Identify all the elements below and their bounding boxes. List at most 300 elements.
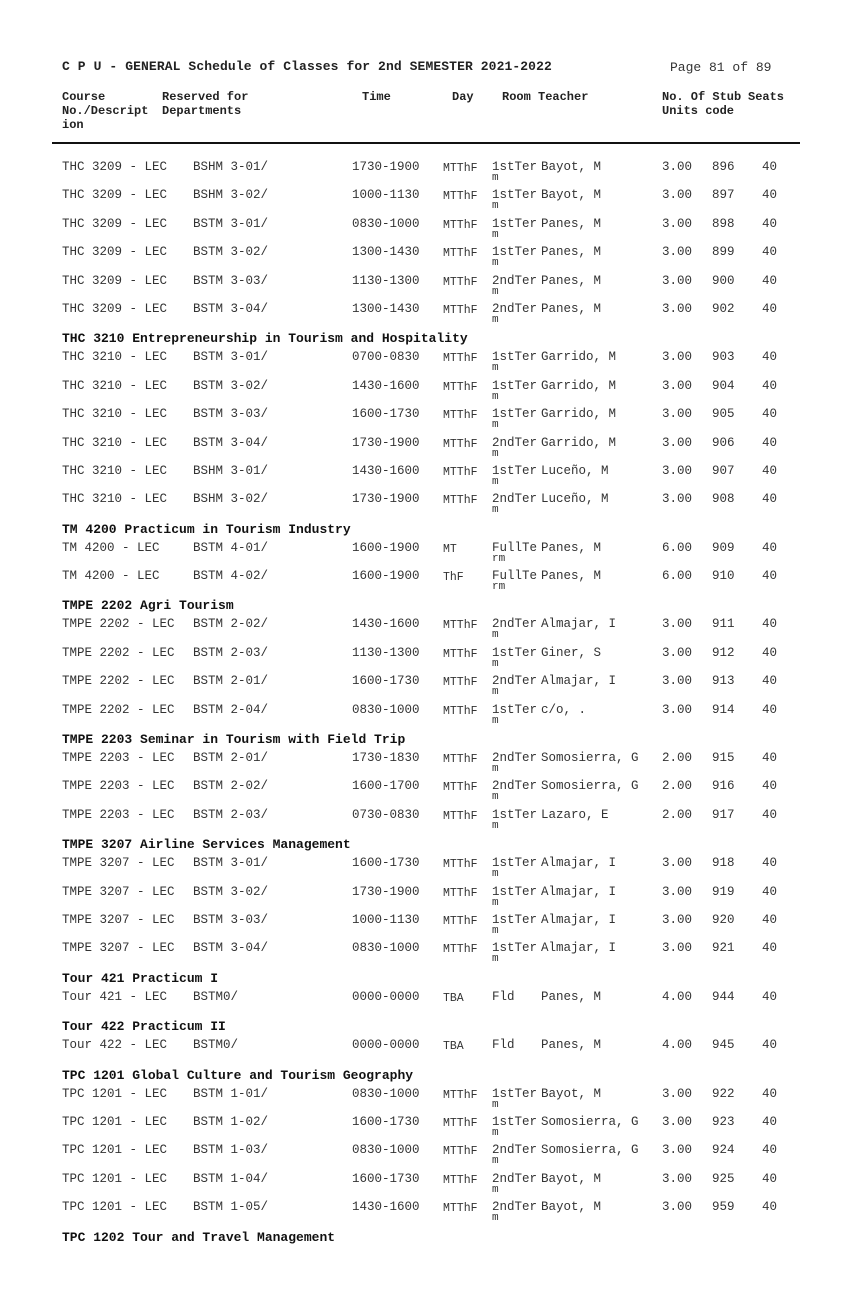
teacher-cell: Panes, M [541,569,602,584]
table-row [0,215,850,243]
teacher-cell: Almajar, I [541,912,617,927]
column-header-seats: Seats [748,90,785,104]
table-row [0,911,850,939]
table-row [0,1198,850,1226]
course-cell: TMPE 2203 - LEC [62,779,175,794]
course-cell: TPC 1201 - LEC [62,1171,168,1186]
units-cell: 4.00 [662,989,693,1004]
units-cell: 3.00 [662,912,693,927]
seats-cell: 40 [762,702,778,717]
teacher-cell: Giner, S [541,645,602,660]
day-cell: MTThF [443,1088,478,1102]
room-suffix-cell: m [492,686,499,699]
document-title: C P U - GENERAL Schedule of Classes for 2nd SEMESTER 2021-2022 [62,59,552,74]
table-row [0,1113,850,1141]
teacher-cell: Garrido, M [541,435,617,450]
seats-cell: 40 [762,378,778,393]
stub-code-cell: 924 [712,1143,735,1158]
day-cell: MTThF [443,494,478,508]
room-cell: 1stTer [492,350,538,365]
reserved-cell: BSTM 2-03/ [193,807,269,822]
room-suffix-cell: m [492,657,499,670]
reserved-cell: BSTM 2-03/ [193,645,269,660]
room-suffix-cell: m [492,285,499,298]
day-cell: TBA [443,991,464,1005]
reserved-cell: BSTM 3-03/ [193,273,269,288]
seats-cell: 40 [762,674,778,689]
course-cell: THC 3210 - LEC [62,350,168,365]
room-cell: 2ndTer [492,779,538,794]
seats-cell: 40 [762,779,778,794]
course-cell: TPC 1201 - LEC [62,1143,168,1158]
course-section-title: TMPE 3207 Airline Services Management [62,837,351,853]
reserved-cell: BSTM 3-02/ [193,245,269,260]
teacher-cell: Somosierra, G [541,1143,639,1158]
time-cell: 1130-1300 [352,273,420,288]
course-section-title: TPC 1201 Global Culture and Tourism Geography [62,1067,414,1083]
teacher-cell: Almajar, I [541,674,617,689]
room-cell: 2ndTer [492,492,538,507]
stub-code-cell: 917 [712,807,735,822]
room-suffix-cell: m [492,868,499,881]
stub-code-cell: 900 [712,273,735,288]
table-row [0,567,850,595]
stub-code-cell: 919 [712,884,735,899]
room-cell: 1stTer [492,884,538,899]
teacher-cell: Somosierra, G [541,751,639,766]
seats-cell: 40 [762,1143,778,1158]
room-cell: 1stTer [492,378,538,393]
time-cell: 1730-1900 [352,492,420,507]
course-cell: TMPE 2202 - LEC [62,674,175,689]
course-cell: THC 3209 - LEC [62,188,168,203]
day-cell: MTThF [443,162,478,175]
table-row [0,243,850,271]
seats-cell: 40 [762,1171,778,1186]
teacher-cell: Panes, M [541,245,602,260]
time-cell: 1130-1300 [352,645,420,660]
stub-code-cell: 899 [712,245,735,260]
reserved-cell: BSTM0/ [193,1038,239,1053]
room-cell: 1stTer [492,856,538,871]
room-cell: 1stTer [492,1114,538,1129]
reserved-cell: BSHM 3-02/ [193,188,269,203]
room-cell: FullTe [492,540,538,555]
seats-cell: 40 [762,617,778,632]
room-suffix-cell: m [492,257,499,270]
units-cell: 3.00 [662,884,693,899]
teacher-cell: Garrido, M [541,350,617,365]
time-cell: 0830-1000 [352,941,420,956]
teacher-cell: Luceño, M [541,492,609,507]
teacher-cell: Almajar, I [541,856,617,871]
seats-cell: 40 [762,216,778,231]
column-header-reserved: Reserved for Departments [162,90,249,118]
units-cell: 3.00 [662,378,693,393]
room-cell: 1stTer [492,188,538,203]
day-cell: MTThF [443,1173,478,1187]
room-cell: 2ndTer [492,751,538,766]
day-cell: MTThF [443,275,478,289]
seats-cell: 40 [762,435,778,450]
time-cell: 1600-1900 [352,569,420,584]
units-cell: 4.00 [662,1038,693,1053]
course-cell: TMPE 2203 - LEC [62,751,175,766]
time-cell: 0830-1000 [352,1143,420,1158]
units-cell: 3.00 [662,188,693,203]
room-cell: 2ndTer [492,1171,538,1186]
day-cell: MTThF [443,247,478,261]
table-row [0,988,850,1016]
day-cell: MTThF [443,676,478,690]
teacher-cell: Garrido, M [541,378,617,393]
units-cell: 2.00 [662,807,693,822]
day-cell: MTThF [443,437,478,451]
table-row [0,1036,850,1064]
time-cell: 1000-1130 [352,188,420,203]
reserved-cell: BSTM 2-02/ [193,779,269,794]
time-cell: 0000-0000 [352,1038,420,1053]
time-cell: 1430-1600 [352,617,420,632]
stub-code-cell: 921 [712,941,735,956]
day-cell: MTThF [443,380,478,394]
teacher-cell: Bayot, M [541,188,602,203]
table-row [0,462,850,490]
time-cell: 1600-1700 [352,779,420,794]
room-cell: 1stTer [492,645,538,660]
course-cell: THC 3210 - LEC [62,407,168,422]
units-cell: 2.00 [662,751,693,766]
teacher-cell: Panes, M [541,273,602,288]
seats-cell: 40 [762,569,778,584]
room-suffix-cell: m [492,791,499,804]
reserved-cell: BSTM 3-04/ [193,435,269,450]
course-cell: THC 3210 - LEC [62,492,168,507]
course-cell: TMPE 3207 - LEC [62,884,175,899]
column-header-day: Day [452,90,474,104]
stub-code-cell: 903 [712,350,735,365]
room-suffix-cell: m [492,629,499,642]
units-cell: 3.00 [662,492,693,507]
time-cell: 1600-1900 [352,540,420,555]
room-cell: 2ndTer [492,1143,538,1158]
course-cell: TMPE 3207 - LEC [62,856,175,871]
table-row [0,854,850,882]
day-cell: MTThF [443,619,478,633]
room-suffix-cell: m [492,362,499,375]
room-cell: 1stTer [492,463,538,478]
header-divider [52,142,800,144]
stub-code-cell: 923 [712,1114,735,1129]
stub-code-cell: 906 [712,435,735,450]
room-cell: FullTe [492,569,538,584]
course-cell: TMPE 2203 - LEC [62,807,175,822]
course-cell: THC 3209 - LEC [62,216,168,231]
course-cell: TMPE 2202 - LEC [62,645,175,660]
table-row [0,186,850,214]
day-cell: MTThF [443,781,478,795]
reserved-cell: BSTM 3-01/ [193,216,269,231]
seats-cell: 40 [762,540,778,555]
time-cell: 1000-1130 [352,912,420,927]
seats-cell: 40 [762,856,778,871]
column-header-units-stub: No. Of Stub Units code [662,90,742,118]
reserved-cell: BSTM 3-02/ [193,884,269,899]
course-cell: THC 3209 - LEC [62,160,168,174]
teacher-cell: Bayot, M [541,1200,602,1215]
time-cell: 1430-1600 [352,378,420,393]
reserved-cell: BSTM 1-02/ [193,1114,269,1129]
time-cell: 1600-1730 [352,674,420,689]
reserved-cell: BSTM 3-04/ [193,301,269,316]
reserved-cell: BSHM 3-02/ [193,492,269,507]
units-cell: 3.00 [662,645,693,660]
seats-cell: 40 [762,912,778,927]
units-cell: 3.00 [662,160,693,174]
course-cell: TMPE 2202 - LEC [62,702,175,717]
day-cell: MTThF [443,465,478,479]
stub-code-cell: 914 [712,702,735,717]
day-cell: MTThF [443,190,478,204]
seats-cell: 40 [762,160,778,174]
course-section-title: TMPE 2202 Agri Tourism [62,598,234,614]
room-suffix-cell: m [492,763,499,776]
reserved-cell: BSTM 2-02/ [193,617,269,632]
room-suffix-cell: m [492,1098,499,1111]
stub-code-cell: 918 [712,856,735,871]
room-cell: 1stTer [492,702,538,717]
day-cell: MTThF [443,753,478,767]
teacher-cell: Lazaro, E [541,807,609,822]
room-suffix-cell: m [492,953,499,966]
room-cell: 1stTer [492,245,538,260]
room-suffix-cell: m [492,819,499,832]
teacher-cell: Bayot, M [541,160,602,174]
seats-cell: 40 [762,1200,778,1215]
table-row [0,348,850,376]
day-cell: MTThF [443,914,478,928]
reserved-cell: BSTM 4-01/ [193,540,269,555]
teacher-cell: c/o, . [541,702,587,717]
course-cell: TPC 1201 - LEC [62,1200,168,1215]
room-suffix-cell: m [492,1183,499,1196]
page-number: Page 81 of 89 [670,60,772,75]
table-row [0,434,850,462]
time-cell: 1300-1430 [352,301,420,316]
seats-cell: 40 [762,884,778,899]
course-section-title: TPC 1202 Tour and Travel Management [62,1229,336,1245]
time-cell: 0730-0830 [352,807,420,822]
units-cell: 3.00 [662,407,693,422]
table-row [0,644,850,672]
teacher-cell: Somosierra, G [541,779,639,794]
table-row [0,806,850,834]
time-cell: 1600-1730 [352,407,420,422]
course-cell: THC 3209 - LEC [62,273,168,288]
course-cell: TM 4200 - LEC [62,569,160,584]
seats-cell: 40 [762,273,778,288]
room-cell: 1stTer [492,912,538,927]
table-row [0,300,850,328]
time-cell: 1430-1600 [352,1200,420,1215]
units-cell: 3.00 [662,1143,693,1158]
units-cell: 3.00 [662,674,693,689]
day-cell: MTThF [443,704,478,718]
stub-code-cell: 912 [712,645,735,660]
teacher-cell: Panes, M [541,1038,602,1053]
day-cell: MTThF [443,409,478,423]
units-cell: 6.00 [662,540,693,555]
room-cell: 1stTer [492,407,538,422]
units-cell: 3.00 [662,702,693,717]
table-row [0,701,850,729]
column-header-course: Course No./Descript ion [62,90,149,132]
room-cell: 2ndTer [492,435,538,450]
course-section-title: THC 3210 Entrepreneurship in Tourism and Hospitality [62,331,468,347]
reserved-cell: BSTM 1-03/ [193,1143,269,1158]
teacher-cell: Bayot, M [541,1086,602,1101]
table-row [0,749,850,777]
course-cell: TPC 1201 - LEC [62,1086,168,1101]
teacher-cell: Somosierra, G [541,1114,639,1129]
course-cell: Tour 422 - LEC [62,1038,168,1053]
room-suffix-cell: m [492,447,499,460]
reserved-cell: BSTM 3-01/ [193,856,269,871]
day-cell: MTThF [443,809,478,823]
stub-code-cell: 904 [712,378,735,393]
day-cell: TBA [443,1040,464,1054]
units-cell: 3.00 [662,941,693,956]
column-header-room-teacher: Room Teacher [502,90,589,104]
course-cell: Tour 421 - LEC [62,989,168,1004]
day-cell: ThF [443,571,464,585]
seats-cell: 40 [762,350,778,365]
stub-code-cell: 945 [712,1038,735,1053]
time-cell: 1600-1730 [352,1114,420,1129]
course-cell: THC 3209 - LEC [62,245,168,260]
time-cell: 1430-1600 [352,463,420,478]
time-cell: 1730-1900 [352,884,420,899]
time-cell: 0830-1000 [352,702,420,717]
time-cell: 1730-1900 [352,160,420,174]
seats-cell: 40 [762,1114,778,1129]
day-cell: MTThF [443,352,478,366]
seats-cell: 40 [762,188,778,203]
room-suffix-cell: rm [492,552,506,565]
seats-cell: 40 [762,989,778,1004]
stub-code-cell: 902 [712,301,735,316]
day-cell: MTThF [443,858,478,872]
room-suffix-cell: m [492,390,499,403]
units-cell: 3.00 [662,856,693,871]
table-row [0,158,850,186]
course-cell: THC 3210 - LEC [62,378,168,393]
seats-cell: 40 [762,645,778,660]
table-row [0,405,850,433]
room-cell: 2ndTer [492,273,538,288]
teacher-cell: Panes, M [541,989,602,1004]
room-cell: 1stTer [492,216,538,231]
room-cell: 2ndTer [492,617,538,632]
day-cell: MTThF [443,303,478,317]
units-cell: 3.00 [662,435,693,450]
reserved-cell: BSTM0/ [193,989,239,1004]
units-cell: 3.00 [662,350,693,365]
course-cell: THC 3210 - LEC [62,435,168,450]
reserved-cell: BSTM 2-04/ [193,702,269,717]
course-cell: TM 4200 - LEC [62,540,160,555]
room-suffix-cell: m [492,228,499,241]
units-cell: 3.00 [662,1114,693,1129]
table-row [0,272,850,300]
stub-code-cell: 925 [712,1171,735,1186]
seats-cell: 40 [762,407,778,422]
room-suffix-cell: m [492,475,499,488]
seats-cell: 40 [762,1038,778,1053]
stub-code-cell: 908 [712,492,735,507]
seats-cell: 40 [762,492,778,507]
reserved-cell: BSTM 1-01/ [193,1086,269,1101]
table-row [0,883,850,911]
stub-code-cell: 907 [712,463,735,478]
room-suffix-cell: m [492,504,499,517]
stub-code-cell: 909 [712,540,735,555]
day-cell: MTThF [443,886,478,900]
room-cell: 1stTer [492,807,538,822]
teacher-cell: Panes, M [541,216,602,231]
time-cell: 1300-1430 [352,245,420,260]
stub-code-cell: 911 [712,617,735,632]
stub-code-cell: 922 [712,1086,735,1101]
time-cell: 0000-0000 [352,989,420,1004]
day-cell: MTThF [443,1145,478,1159]
reserved-cell: BSHM 3-01/ [193,160,269,174]
table-row [0,490,850,518]
table-row [0,672,850,700]
teacher-cell: Panes, M [541,540,602,555]
table-row [0,377,850,405]
room-cell: 2ndTer [492,1200,538,1215]
stub-code-cell: 913 [712,674,735,689]
reserved-cell: BSTM 3-02/ [193,378,269,393]
teacher-cell: Almajar, I [541,617,617,632]
column-header-time: Time [362,90,391,104]
room-suffix-cell: m [492,172,499,184]
table-row [0,1141,850,1169]
units-cell: 3.00 [662,301,693,316]
course-section-title: TM 4200 Practicum in Tourism Industry [62,521,351,537]
course-cell: THC 3209 - LEC [62,301,168,316]
stub-code-cell: 898 [712,216,735,231]
room-suffix-cell: m [492,200,499,213]
stub-code-cell: 916 [712,779,735,794]
seats-cell: 40 [762,1086,778,1101]
reserved-cell: BSHM 3-01/ [193,463,269,478]
table-row [0,1170,850,1198]
room-cell: 1stTer [492,1086,538,1101]
table-row [0,939,850,967]
teacher-cell: Almajar, I [541,941,617,956]
course-cell: TMPE 3207 - LEC [62,912,175,927]
day-cell: MTThF [443,943,478,957]
time-cell: 1730-1830 [352,751,420,766]
teacher-cell: Garrido, M [541,407,617,422]
units-cell: 3.00 [662,273,693,288]
reserved-cell: BSTM 2-01/ [193,674,269,689]
stub-code-cell: 915 [712,751,735,766]
room-cell: Fld [492,989,515,1004]
table-row [0,1085,850,1113]
